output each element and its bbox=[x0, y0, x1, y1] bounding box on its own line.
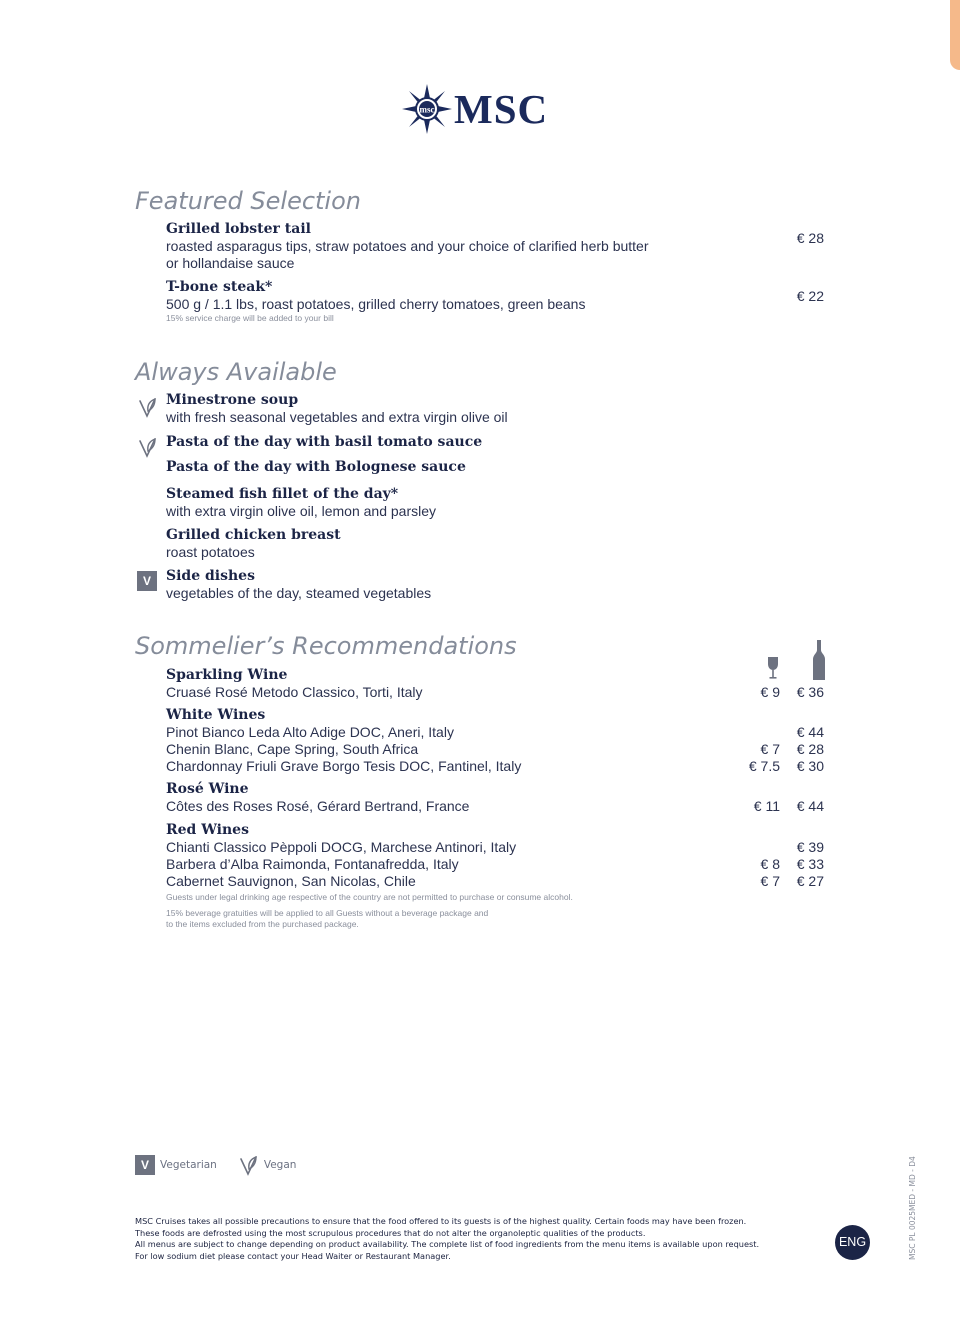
glass-price: € 9 bbox=[760, 684, 780, 700]
wine-name: Barbera d’Alba Raimonda, Fontanafredda, Italy bbox=[166, 856, 459, 872]
bottle-price: € 39 bbox=[796, 839, 824, 855]
disclaimer bbox=[135, 1216, 815, 1262]
item-name: Grilled chicken breast bbox=[166, 527, 341, 543]
drinking-age-note: Guests under legal drinking age respective of the country are not permitted to purchase or consume alcohol. bbox=[166, 892, 573, 902]
glass-price: € 8 bbox=[760, 856, 780, 872]
item-name: Pasta of the day with basil tomato sauce bbox=[166, 434, 483, 450]
legend-vegan bbox=[239, 1154, 297, 1176]
section-title-featured: Featured Selection bbox=[135, 187, 361, 215]
bottle-price: € 44 bbox=[796, 798, 824, 814]
bottle-price: € 36 bbox=[796, 684, 824, 700]
language-badge[interactable]: ENG bbox=[835, 1225, 870, 1260]
legend-label-vegetarian: Vegetarian bbox=[160, 1159, 217, 1171]
menu-item bbox=[166, 568, 766, 602]
item-name: Minestrone soup bbox=[166, 392, 299, 408]
wine-bottle-icon bbox=[812, 640, 826, 680]
disclaimer-line: For low sodium diet please contact your Head Waiter or Restaurant Manager. bbox=[135, 1250, 451, 1261]
item-description: 500 g / 1.1 lbs, roast potatoes, grilled cherry tomatoes, green beans bbox=[166, 296, 586, 312]
bottle-price: € 33 bbox=[796, 856, 824, 872]
vegetarian-icon: V bbox=[135, 1155, 155, 1175]
disclaimer-line: These foods are defrosted using the most scrupulous procedures that do not alter the organoleptic qualities of the products. bbox=[135, 1227, 646, 1238]
disclaimer-line: MSC Cruises takes all possible precautions to ensure that the food offered to its guests is of the highest quality. Certain foods may have been frozen. bbox=[135, 1216, 747, 1226]
wine-group bbox=[166, 822, 766, 890]
item-description: roast potatoes bbox=[166, 544, 255, 560]
wine-name: Cabernet Sauvignon, San Nicolas, Chile bbox=[166, 873, 416, 889]
bottle-price: € 30 bbox=[796, 758, 824, 774]
vegetarian-icon: V bbox=[137, 571, 157, 591]
wine-name: Cruasé Rosé Metodo Classico, Torti, Italy bbox=[166, 684, 423, 700]
item-name: Steamed fish fillet of the day* bbox=[166, 486, 399, 502]
wine-name: Pinot Bianco Leda Alto Adige DOC, Aneri, Italy bbox=[166, 724, 454, 740]
wine-group bbox=[166, 667, 766, 701]
legend-label-vegan: Vegan bbox=[263, 1159, 297, 1171]
wine-name: Chardonnay Friuli Grave Borgo Tesis DOC, Fantinel, Italy bbox=[166, 758, 522, 774]
wine-group bbox=[166, 781, 766, 815]
menu-item bbox=[166, 221, 766, 272]
menu-item bbox=[166, 392, 766, 426]
item-price: € 22 bbox=[796, 288, 824, 304]
item-description: with extra virgin olive oil, lemon and parsley bbox=[166, 503, 437, 519]
seal-text: msc bbox=[419, 104, 435, 115]
menu-item bbox=[166, 486, 766, 520]
item-description: vegetables of the day, steamed vegetables bbox=[166, 585, 432, 601]
item-name: T-bone steak* bbox=[166, 279, 273, 295]
glass-price: € 11 bbox=[753, 798, 780, 814]
menu-item bbox=[166, 527, 766, 561]
section-title-always-available: Always Available bbox=[135, 358, 337, 386]
gratuity-note: 15% beverage gratuities will be applied to all Guests without a beverage package and bbox=[166, 908, 489, 918]
item-price: € 28 bbox=[796, 230, 824, 246]
service-charge-note: 15% service charge will be added to your bill bbox=[166, 313, 334, 323]
wine-glass-icon bbox=[767, 656, 779, 680]
compass-rose-icon bbox=[402, 84, 452, 134]
menu-item bbox=[166, 434, 766, 451]
bottle-price: € 44 bbox=[796, 724, 824, 740]
page-edge-tab bbox=[950, 0, 960, 70]
item-description: with fresh seasonal vegetables and extra virgin olive oil bbox=[166, 409, 508, 425]
glass-price: € 7 bbox=[760, 741, 780, 757]
item-description: roasted asparagus tips, straw potatoes and your choice of clarified herb butter bbox=[166, 238, 649, 254]
bottle-price: € 27 bbox=[796, 873, 824, 889]
wine-group-name: Rosé Wine bbox=[166, 781, 249, 797]
disclaimer-line: All menus are subject to change depending on product availability. The complete list of food ingredients from the menu items is available upon request. bbox=[135, 1239, 760, 1249]
section-title-sommelier: Sommelier’s Recommendations bbox=[135, 632, 517, 660]
wine-group bbox=[166, 707, 766, 775]
glass-price: € 7 bbox=[760, 873, 780, 889]
item-name: Grilled lobster tail bbox=[166, 221, 311, 237]
diet-legend bbox=[135, 1154, 296, 1176]
vegan-icon bbox=[138, 396, 158, 418]
wine-name: Chenin Blanc, Cape Spring, South Africa bbox=[166, 741, 419, 757]
glass-price: € 7.5 bbox=[748, 758, 780, 774]
item-name: Pasta of the day with Bolognese sauce bbox=[166, 459, 466, 475]
gratuity-note: to the items excluded from the purchased package. bbox=[166, 919, 359, 929]
wine-group-name: Red Wines bbox=[166, 822, 249, 838]
wine-name: Côtes des Roses Rosé, Gérard Bertrand, France bbox=[166, 798, 470, 814]
msc-logo bbox=[402, 84, 548, 134]
wine-group-name: White Wines bbox=[166, 707, 266, 723]
document-code: MSC PL 0025MED - MD - D4 bbox=[908, 1156, 917, 1260]
menu-item bbox=[166, 279, 766, 324]
brand-name: MSC bbox=[454, 86, 549, 132]
wine-name: Chianti Classico Pèppoli DOCG, Marchese Antinori, Italy bbox=[166, 839, 517, 855]
item-name: Side dishes bbox=[166, 568, 255, 584]
item-description: or hollandaise sauce bbox=[166, 255, 295, 271]
wine-group-name: Sparkling Wine bbox=[166, 667, 288, 683]
bottle-price: € 28 bbox=[796, 741, 824, 757]
menu-item bbox=[166, 459, 766, 476]
vegan-icon bbox=[138, 436, 158, 458]
vegan-icon bbox=[239, 1154, 259, 1176]
